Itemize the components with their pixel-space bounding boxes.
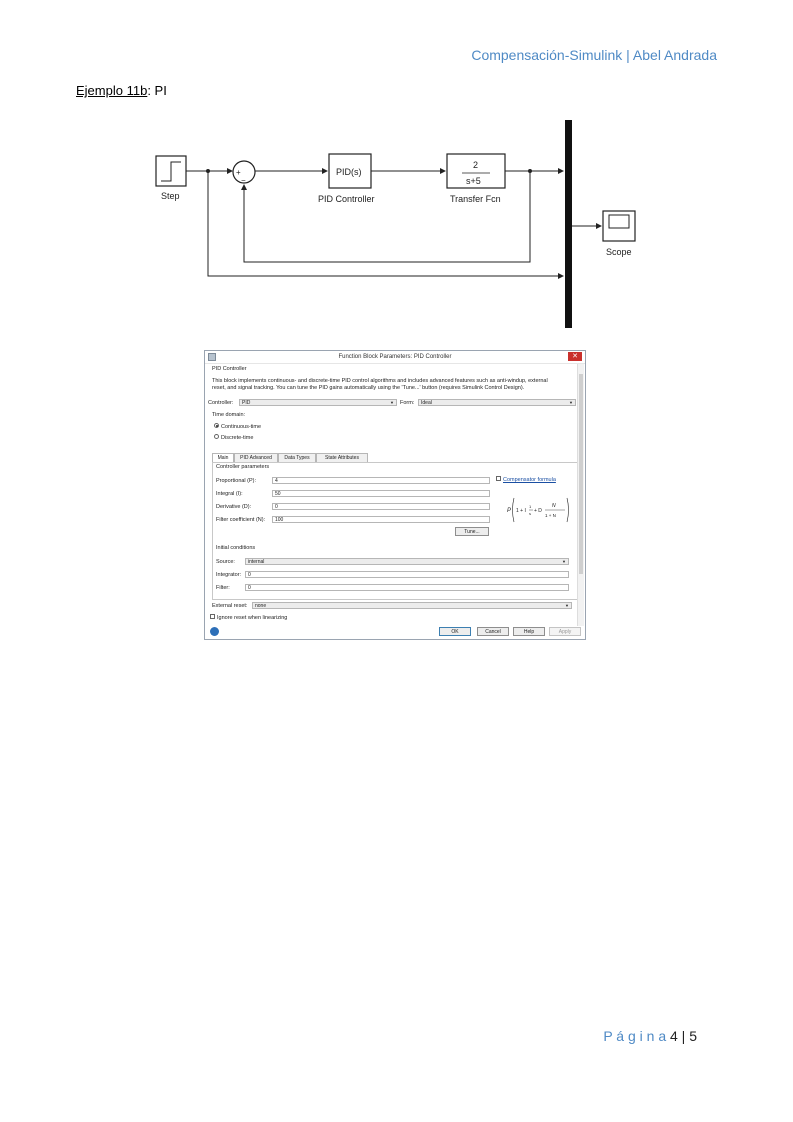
radio-selected-icon [214,423,219,428]
svg-text:1 + N: 1 + N [545,513,556,518]
page-footer [603,1028,697,1044]
ignore-reset-label: Ignore reset when linearizing [217,615,288,621]
discrete-label: Discrete-time [221,435,254,441]
svg-text:1: 1 [529,504,532,509]
pid-inner-label: PID(s) [336,167,362,177]
scope-label: Scope [606,247,632,257]
source-value: internal [248,559,265,565]
source-select[interactable] [245,558,569,565]
radio-unselected-icon [214,434,219,439]
step-label: Step [161,191,180,201]
svg-text:N: N [552,503,556,509]
controller-value: PID [242,400,251,406]
dialog-scrollbar[interactable] [577,364,584,626]
section-title-underlined: Ejemplo 11b [76,83,148,98]
i-input[interactable]: 50 [272,490,490,497]
checkbox-icon [496,476,501,481]
radio-discrete-time[interactable] [214,435,253,441]
page-header: Compensación-Simulink | Abel Andrada [471,47,717,63]
form-value: Ideal [421,400,432,406]
pid-formula-image [505,493,571,527]
svg-text:s: s [529,511,531,516]
step-block [156,156,186,186]
help-icon[interactable] [210,627,219,636]
pid-label: PID Controller [318,194,375,204]
svg-text:1 + I: 1 + I [516,508,526,514]
d-label: Derivative (D): [216,504,252,510]
page-number: 4 | 5 [670,1028,697,1044]
integrator-label: Integrator: [216,572,242,578]
chevron-down-icon: ▼ [562,559,566,564]
p-input[interactable]: 4 [272,477,490,484]
n-input[interactable]: 100 [272,516,490,523]
controller-select[interactable] [239,399,397,406]
simulink-diagram [150,112,640,334]
mux-bar [565,120,572,328]
integrator-input[interactable]: 0 [245,571,569,578]
radio-continuous-time[interactable] [214,424,261,430]
scrollbar-thumb[interactable] [579,374,583,574]
svg-text:+ D: + D [534,508,542,514]
source-label: Source: [216,559,235,565]
svg-text:P: P [507,508,512,514]
tab-data-types[interactable]: Data Types [278,453,316,462]
tab-state-attributes[interactable]: State Attributes [316,453,368,462]
dialog-title: Function Block Parameters: PID Controller [338,354,452,360]
chevron-down-icon: ▼ [390,400,394,405]
i-label: Integral (I): [216,491,243,497]
section-title-rest: : PI [147,83,167,98]
external-reset-value: none [255,603,267,609]
footer-prefix: P á g i n a [603,1028,667,1044]
ok-button[interactable]: OK [439,627,471,636]
apply-button[interactable]: Apply [549,627,581,636]
description-line-2: reset, and signal tracking. You can tune the PID gains automatically using the 'Tune...' button (requires Simulink Control Design). [212,385,525,391]
time-domain-label: Time domain: [212,412,246,418]
chevron-down-icon: ▼ [565,603,569,608]
tf-numerator: 2 [473,160,479,170]
compensator-formula-row [496,477,556,483]
cancel-button[interactable]: Cancel [477,627,509,636]
tab-pid-advanced[interactable]: PID Advanced [234,453,278,462]
sum-minus: − [241,176,246,185]
dialog-title-bar [205,351,585,364]
filter-input[interactable]: 0 [245,584,569,591]
chevron-down-icon: ▼ [569,400,573,405]
close-icon[interactable]: ✕ [568,352,582,361]
filter-label: Filter: [216,585,230,591]
compensator-formula-link[interactable]: Compensator formula [503,477,556,483]
continuous-label: Continuous-time [221,424,262,430]
tf-denominator: s+5 [466,176,481,186]
form-label: Form: [400,400,415,406]
pid-parameters-dialog [204,350,586,640]
external-reset-select[interactable] [252,602,572,609]
ignore-reset-checkbox[interactable] [210,615,287,621]
d-input[interactable]: 0 [272,503,490,510]
form-select[interactable] [418,399,576,406]
p-label: Proportional (P): [216,478,257,484]
help-button[interactable]: Help [513,627,545,636]
controller-label: Controller: [208,400,234,406]
tune-button[interactable]: Tune... [455,527,489,536]
tab-main[interactable]: Main [212,453,234,463]
external-reset-label: External reset: [212,603,248,609]
tf-label: Transfer Fcn [450,194,501,204]
block-name: PID Controller [212,366,247,372]
n-label: Filter coefficient (N): [216,517,266,523]
section-title [76,83,167,98]
scope-block [603,211,635,241]
controller-parameters-heading: Controller parameters [216,464,270,470]
sum-plus: + [236,168,241,177]
initial-conditions-heading: Initial conditions [216,545,256,551]
description-line-1: This block implements continuous- and discrete-time PID control algorithms and includes advanced features such as anti-windup, external [212,378,548,384]
checkbox-icon [210,614,215,619]
